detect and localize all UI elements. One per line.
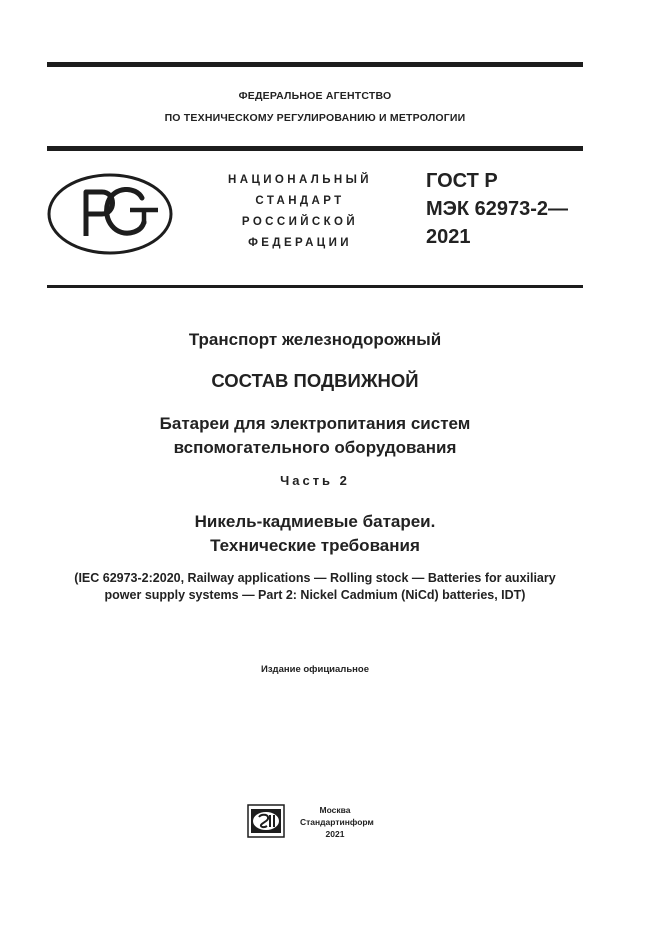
title-line-2: СОСТАВ ПОДВИЖНОЙ: [211, 370, 419, 391]
top-rule: [47, 62, 583, 67]
title-line-3a: Батареи для электропитания систем: [159, 414, 471, 433]
edition-label: Издание официальное: [261, 664, 369, 675]
title-line-4b: Технические требования: [210, 536, 420, 555]
designation-line-2: МЭК 62973-2—: [426, 198, 569, 220]
title-line-1: Транспорт железнодорожный: [188, 330, 442, 349]
standard-type-line-1: НАЦИОНАЛЬНЫЙ: [228, 174, 372, 186]
standard-type-line-4: ФЕДЕРАЦИИ: [248, 237, 352, 249]
designation-line-3: 2021: [426, 226, 471, 248]
rst-logo-icon: [46, 172, 174, 256]
title-line-4a: Никель-кадмиевые батареи.: [194, 512, 436, 531]
publisher-name: Стандартинформ: [300, 817, 374, 827]
part-label: Часть 2: [280, 473, 350, 488]
standartinform-logo-icon: [247, 804, 285, 838]
designation-line-1: ГОСТ Р: [426, 170, 498, 192]
iec-reference-line-2: power supply systems — Part 2: Nickel Cadmium (NiCd) batteries, IDT): [104, 588, 526, 602]
standard-type-line-3: РОССИЙСКОЙ: [241, 216, 359, 228]
iec-reference-line-1: (IEC 62973-2:2020, Railway applications — Rolling stock — Batteries for auxiliary: [74, 571, 556, 585]
agency-line-1: ФЕДЕРАЛЬНОЕ АГЕНТСТВО: [238, 90, 392, 102]
publisher-city: Москва: [319, 805, 351, 815]
header-rule: [47, 146, 583, 151]
agency-line-2: ПО ТЕХНИЧЕСКОМУ РЕГУЛИРОВАНИЮ И МЕТРОЛОГИИ: [164, 112, 466, 124]
title-line-3b: вспомогательного оборудования: [173, 438, 457, 457]
publisher-year: 2021: [325, 829, 345, 839]
title-block-rule: [47, 285, 583, 288]
standard-type-line-2: СТАНДАРТ: [255, 195, 345, 207]
